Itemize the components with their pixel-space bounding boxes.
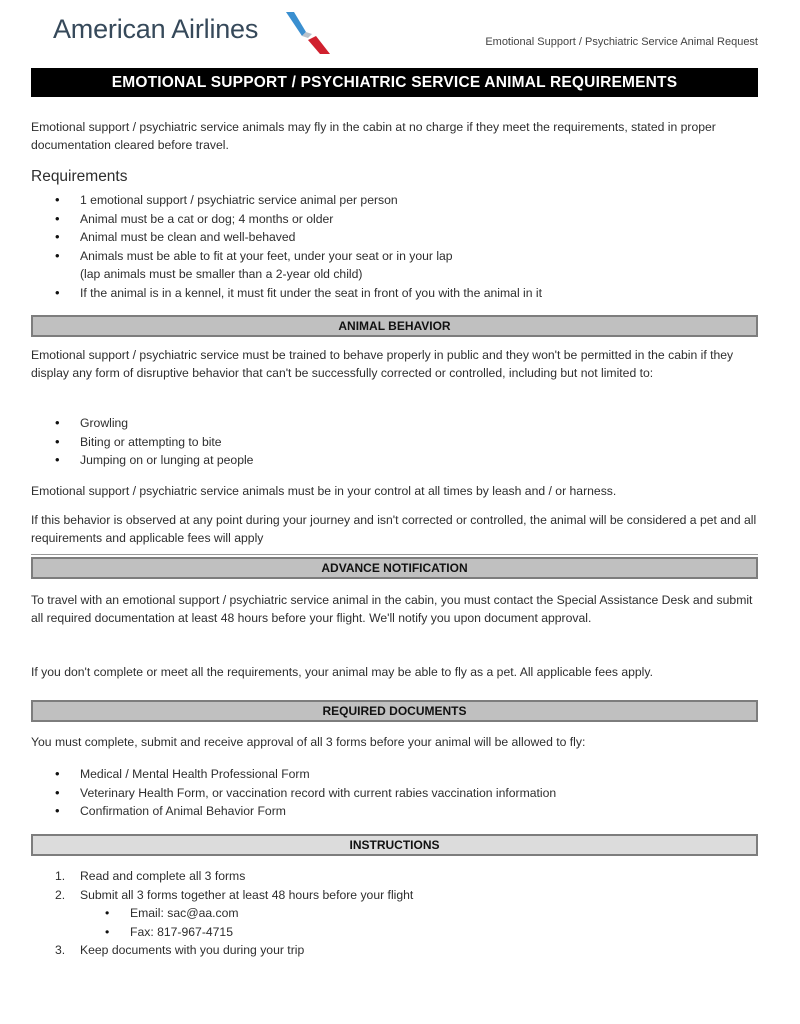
required-documents-intro: You must complete, submit and receive approval of all 3 forms before your animal will be allowed to fly: [31,735,586,749]
list-item-text: If the animal is in a kennel, it must fit under the seat in front of you with the animal in it [80,285,543,300]
document-header [0,0,800,62]
list-item [55,191,755,210]
step-text: Submit all 3 forms together at least 48 hours before your flight [80,887,414,902]
list-item-text: Veterinary Health Form, or vaccination record with current rabies vaccination information [80,785,557,800]
contact-list [80,904,755,941]
document-type-label: Emotional Support / Psychiatric Service Animal Request [485,36,758,48]
list-item [55,247,755,284]
step-number: 2. [55,887,66,902]
list-item-continuation: (lap animals must be smaller than a 2-year old child) [80,267,363,281]
airline-logo-text: American Airlines [53,14,259,44]
instructions-list [55,867,755,960]
list-item [55,451,755,470]
step-text: Read and complete all 3 forms [80,869,246,883]
list-item-text: Growling [80,416,129,430]
section-header-required-documents: REQUIRED DOCUMENTS [31,700,758,722]
behavior-list [55,414,755,470]
list-item [55,228,755,247]
list-item-text: Medical / Mental Health Professional Form [80,767,310,781]
advance-notification-paragraph-1: To travel with an emotional support / psychiatric service animal in the cabin, you must contact the Special Assistance Desk and submit all required documentation at least 48 hours before your flight. We'll notify you upon document approval. [31,593,753,625]
animal-behavior-intro: Emotional support / psychiatric service must be trained to behave properly in public and they won't be permitted in the cabin if they display any form of disruptive behavior that can't be successfully corrected or controlled, including but not limited to: [31,348,734,380]
section-header-instructions: INSTRUCTIONS [31,834,758,856]
step-number: 3. [55,943,66,957]
list-item [55,284,755,303]
list-item [55,802,755,821]
requirements-heading: Requirements [31,168,128,185]
list-item [55,765,755,784]
fax-number: Fax: 817-967-4715 [130,924,233,939]
email-link[interactable]: Email: sac@aa.com [130,906,239,920]
instruction-step [55,867,755,886]
divider [31,554,758,555]
contact-fax [105,923,755,942]
list-item-text: Jumping on or lunging at people [80,453,254,467]
list-item-text: Biting or attempting to bite [80,434,222,449]
list-item-text: Confirmation of Animal Behavior Form [80,804,286,818]
list-item-text: Animals must be able to fit at your feet, under your seat or in your lap [80,248,453,263]
required-documents-list [55,765,755,821]
step-text: Keep documents with you during your trip [80,943,305,957]
control-note: Emotional support / psychiatric service animals must be in your control at all times by leash and / or harness. [31,484,617,498]
list-item [55,433,755,452]
list-item-text: 1 emotional support / psychiatric service animal per person [80,193,398,207]
page-title: EMOTIONAL SUPPORT / PSYCHIATRIC SERVICE ANIMAL REQUIREMENTS [31,68,758,97]
list-item [55,414,755,433]
section-header-advance-notification: ADVANCE NOTIFICATION [31,557,758,579]
list-item-text: Animal must be clean and well-behaved [80,230,296,244]
flight-symbol-icon [282,10,334,56]
list-item [55,784,755,803]
intro-paragraph: Emotional support / psychiatric service animals may fly in the cabin at no charge if they meet the requirements, stated in proper documentation cleared before travel. [31,120,716,152]
consequence-note: If this behavior is observed at any point during your journey and isn't corrected or controlled, the animal will be considered a pet and all requirements and applicable fees will apply [31,513,757,545]
requirements-list [55,191,755,302]
list-item-text: Animal must be a cat or dog; 4 months or older [80,211,334,226]
instruction-step [55,941,755,960]
section-header-animal-behavior: ANIMAL BEHAVIOR [31,315,758,337]
advance-notification-paragraph-2: If you don't complete or meet all the requirements, your animal may be able to fly as a pet. All applicable fees apply. [31,665,653,679]
list-item [55,210,755,229]
contact-email[interactable] [105,904,755,923]
instruction-step [55,886,755,942]
step-number: 1. [55,869,66,883]
